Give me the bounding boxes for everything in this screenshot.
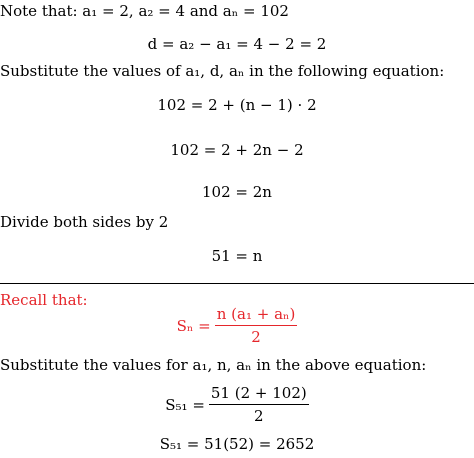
equation-step-2: 102 = 2 + 2n − 2 xyxy=(170,141,304,159)
s51-fraction-equation xyxy=(0,384,474,425)
substitute-instruction-2: Substitute the values for a₁, n, aₙ in the above equation: xyxy=(0,356,427,374)
sum-formula xyxy=(0,305,474,346)
common-difference-equation: d = a₂ − a₁ = 4 − 2 = 2 xyxy=(147,35,327,53)
note-line: Note that: a₁ = 2, a₂ = 4 and aₙ = 102 xyxy=(0,2,289,20)
s51-fraction xyxy=(209,384,309,425)
divide-instruction: Divide both sides by 2 xyxy=(0,213,169,231)
s51-lhs: S₅₁ = xyxy=(165,395,205,414)
s51-numerator: 51 (2 + 102) xyxy=(209,384,309,405)
s51-denominator: 2 xyxy=(254,407,264,425)
sum-formula-lhs: Sₙ = xyxy=(176,316,211,335)
equation-step-4: 51 = n xyxy=(211,247,263,265)
sum-formula-fraction xyxy=(215,305,298,346)
equation-step-1: 102 = 2 + (n − 1) · 2 xyxy=(157,96,317,114)
substitute-instruction: Substitute the values of a₁, d, aₙ in the following equation: xyxy=(0,62,445,80)
sum-formula-numerator: n (a₁ + aₙ) xyxy=(215,305,298,326)
sum-formula-denominator: 2 xyxy=(251,328,261,346)
recall-label: Recall that: xyxy=(0,291,88,309)
final-result: S₅₁ = 51(52) = 2652 xyxy=(159,435,315,453)
equation-step-3: 102 = 2n xyxy=(202,183,272,201)
section-divider xyxy=(0,283,474,284)
